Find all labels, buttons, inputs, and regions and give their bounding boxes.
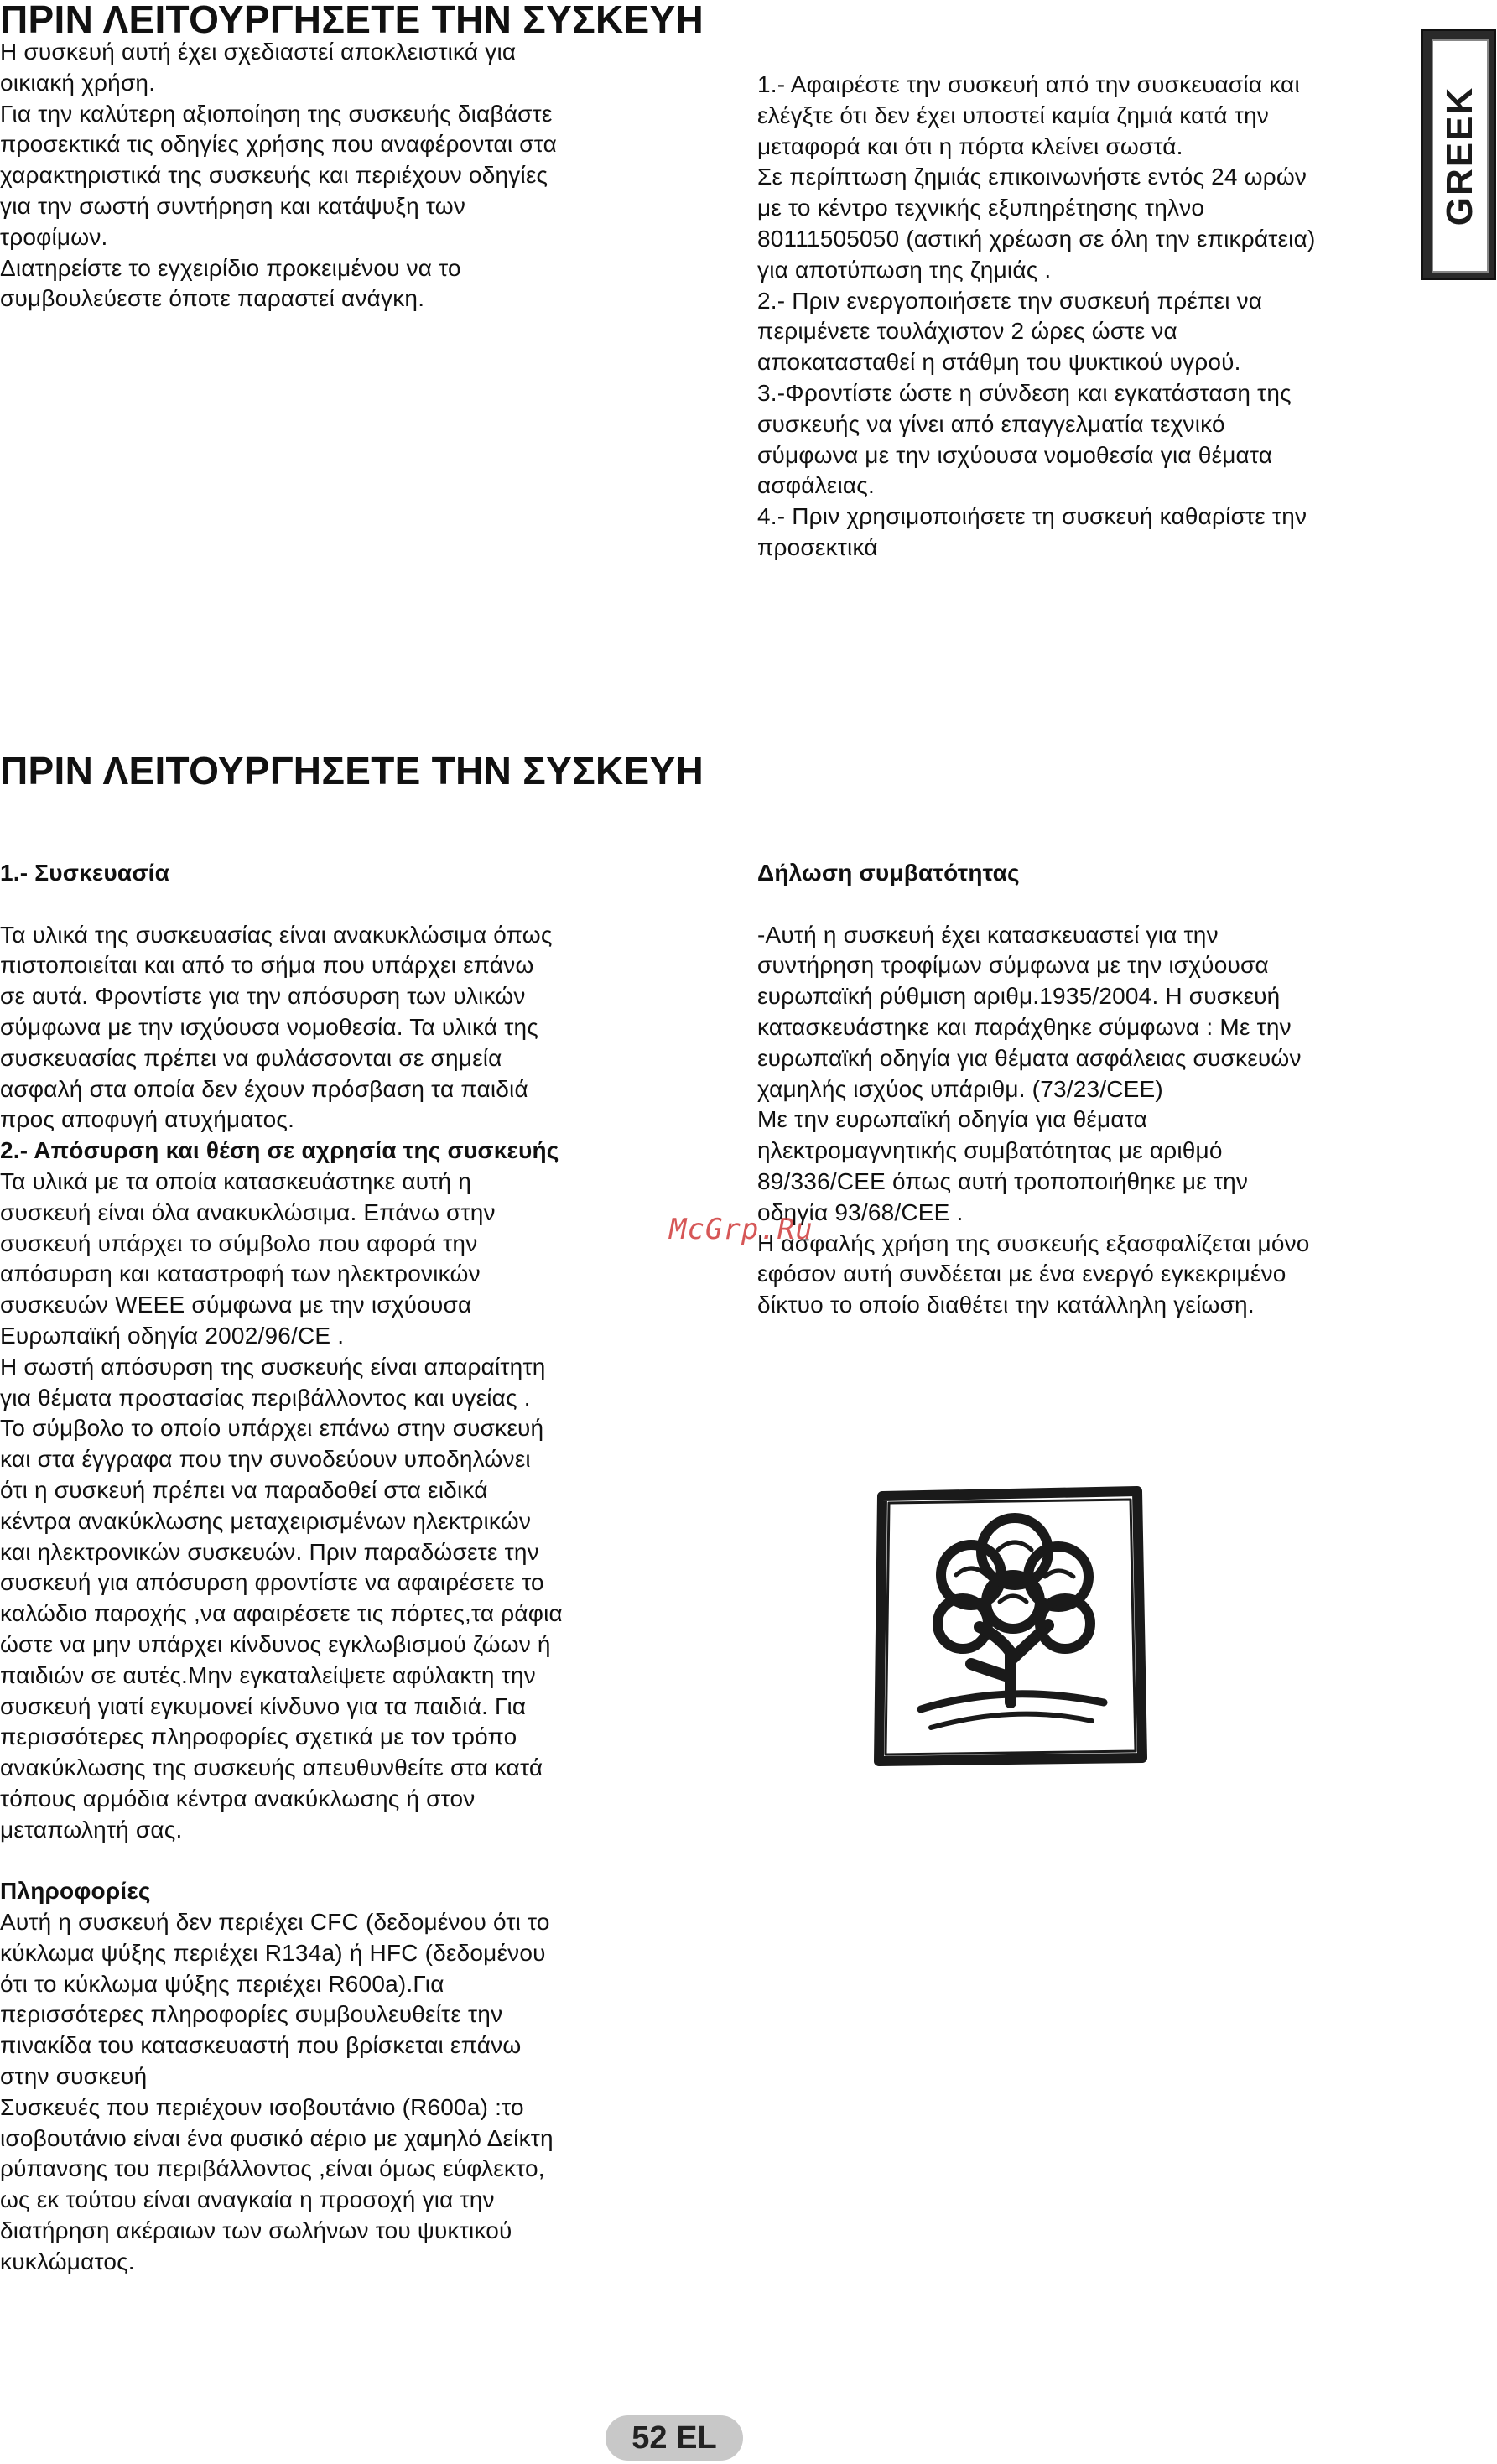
spacer xyxy=(0,1846,563,1877)
conformity-line: 89/336/CEE όπως αυτή τροποποιήθηκε με την xyxy=(757,1167,1249,1194)
disposal-line: καλώδιο παροχής ,να αφαιρέσετε τις πόρτες,τα ράφια xyxy=(0,1600,563,1627)
step-line: αποκατασταθεί η στάθμη του ψυκτικού υγρού. xyxy=(757,349,1241,376)
disposal-line: Η σωστή απόσυρση της συσκευής είναι απαραίτητη xyxy=(0,1353,546,1380)
step-line: σύμφωνα με την ισχύουσα νομοθεσία για θέματα xyxy=(757,441,1273,468)
left-column xyxy=(0,858,563,2278)
conformity-line: συντήρηση τροφίμων σύμφωνα με την ισχύουσα xyxy=(757,952,1269,979)
conformity-line: δίκτυο το οποίο διαθέτει την κατάλληλη γείωση. xyxy=(757,1292,1255,1318)
disposal-line: μεταπωλητή σας. xyxy=(0,1816,183,1843)
spacer xyxy=(757,889,1310,920)
packaging-line: σε αυτά. Φροντίστε για την απόσυρση των υλικών xyxy=(0,983,526,1010)
spacer xyxy=(0,889,563,920)
disposal-line: Το σύμβολο το οποίο υπάρχει επάνω στην συσκευή xyxy=(0,1415,544,1442)
section-title: ΠΡΙΝ ΛΕΙΤΟΥΡΓΗΣΕΤΕ ΤΗΝ ΣΥΣΚΕΥΗ xyxy=(0,749,704,793)
disposal-line: συσκευή για απόσυρση φροντίστε να αφαιρέσετε το xyxy=(0,1569,544,1596)
info-title: Πληροφορίες xyxy=(0,1878,151,1905)
info-line: περισσότερες πληροφορίες συμβουλευθείτε την xyxy=(0,2001,503,2028)
info-line: ότι το κύκλωμα ψύξης περιέχει R600a).Για xyxy=(0,1970,444,1997)
packaging-line: Τα υλικά της συσκευασίας είναι ανακυκλώσιμα όπως xyxy=(0,921,553,948)
conformity-line: Η ασφαλής χρήση της συσκευής εξασφαλίζεται μόνο xyxy=(757,1229,1310,1256)
packaging-line: πιστοποιείται και από το σήμα που υπάρχει επάνω xyxy=(0,952,534,979)
intro-line: Διατηρείστε το εγχειρίδιο προκειμένου να το xyxy=(0,254,461,281)
info-line: στην συσκευή xyxy=(0,2063,148,2090)
packaging-line: σύμφωνα με την ισχύουσα νομοθεσία. Τα υλικά της xyxy=(0,1013,538,1040)
conformity-line: χαμηλής ισχύος υπάριθμ. (73/23/CEE) xyxy=(757,1075,1163,1102)
step-line: συσκευής να γίνει από επαγγελματία τεχνικό xyxy=(757,410,1225,437)
disposal-line: συσκευών WEEE σύμφωνα με την ισχύουσα xyxy=(0,1292,472,1318)
steps-text xyxy=(757,70,1316,564)
intro-text xyxy=(0,37,557,314)
step-line: 1.- Αφαιρέστε την συσκευή από την συσκευασία και xyxy=(757,71,1300,97)
intro-line: οικιακή χρήση. xyxy=(0,69,156,96)
step-line: ελέγξτε ότι δεν έχει υποστεί καμία ζημιά κατά την xyxy=(757,101,1270,128)
conformity-line: ευρωπαϊκή οδηγία για θέματα ασφάλειας συσκευών xyxy=(757,1044,1302,1071)
disposal-line: συσκευή γιατί εγκυμονεί κίνδυνο για τα παιδιά. Για xyxy=(0,1692,527,1719)
intro-line: χαρακτηριστικά της συσκευής και περιέχουν οδηγίες xyxy=(0,162,548,189)
step-line: 4.- Πριν χρησιμοποιήσετε τη συσκευή καθαρίστε την xyxy=(757,503,1307,530)
packaging-line: συσκευασίας πρέπει να φυλάσσονται σε σημεία xyxy=(0,1044,502,1071)
info-line: Συσκευές που περιέχουν ισοβουτάνιο (R600a) :το xyxy=(0,2093,524,2120)
conformity-line: οδηγία 93/68/CEE . xyxy=(757,1198,964,1225)
disposal-line: περισσότερες πληροφορίες σχετικά με τον τρόπο xyxy=(0,1723,517,1750)
disposal-line: συσκευή είναι όλα ανακυκλώσιμα. Επάνω στην xyxy=(0,1198,496,1225)
step-line: 80111505050 (αστική χρέωση σε όλη την επικράτεια) xyxy=(757,225,1316,252)
conformity-line: κατασκευάστηκε και παράχθηκε σύμφωνα : Με την xyxy=(757,1013,1292,1040)
disposal-line: ώστε να μην υπάρχει κίνδυνος εγκλωβισμού ζώων ή xyxy=(0,1630,551,1657)
page-number: 52 EL xyxy=(606,2415,743,2461)
info-line: ρύπανσης του περιβάλλοντος ,είναι όμως εύφλεκτο, xyxy=(0,2155,545,2182)
page-title: ΠΡΙΝ ΛΕΙΤΟΥΡΓΗΣΕΤΕ ΤΗΝ ΣΥΣΚΕΥΗ xyxy=(0,0,704,41)
disposal-line: για θέματα προστασίας περιβάλλοντος και υγείας . xyxy=(0,1384,531,1411)
intro-line: συμβουλεύεστε όποτε παραστεί ανάγκη. xyxy=(0,285,425,312)
disposal-line: παιδιών σε αυτές.Μην εγκαταλείψετε αφύλακτη την xyxy=(0,1661,536,1688)
disposal-line: ανακύκλωσης της συσκευής απευθυνθείτε στα κατά xyxy=(0,1754,543,1781)
intro-line: προσεκτικά τις οδηγίες χρήσης που αναφέρονται στα xyxy=(0,131,557,158)
step-line: με το κέντρο τεχνικής εξυπηρέτησης τηλνο xyxy=(757,195,1205,221)
disposal-line: συσκευή υπάρχει το σύμβολο που αφορά την xyxy=(0,1229,478,1256)
step-line: για αποτύπωση της ζημιάς . xyxy=(757,256,1052,283)
info-line: κύκλωμα ψύξης περιέχει R134a) ή HFC (δεδομένου xyxy=(0,1939,546,1966)
disposal-line: και στα έγγραφα που την συνοδεύουν υποδηλώνει xyxy=(0,1446,531,1473)
step-line: 3.-Φροντίστε ώστε η σύνδεση και εγκατάσταση της xyxy=(757,379,1292,406)
conformity-line: ευρωπαϊκή ρύθμιση αριθμ.1935/2004. Η συσκευή xyxy=(757,983,1281,1010)
disposal-line: Ευρωπαϊκή οδηγία 2002/96/CE . xyxy=(0,1322,345,1349)
packaging-line: ασφαλή στα οποία δεν έχουν πρόσβαση τα παιδιά xyxy=(0,1075,528,1102)
conformity-line: εφόσον αυτή συνδέεται με ένα ενεργό εγκεκριμένο xyxy=(757,1261,1286,1287)
watermark: McGrp.Ru xyxy=(669,1213,813,1246)
packaging-line: προς αποφυγή ατυχήματος. xyxy=(0,1106,295,1133)
info-line: ως εκ τούτου είναι αναγκαία η προσοχή για την xyxy=(0,2186,495,2213)
right-column xyxy=(757,858,1310,1321)
step-line: ασφάλειας. xyxy=(757,472,875,499)
intro-line: Η συσκευή αυτή έχει σχεδιαστεί αποκλειστικά για xyxy=(0,39,517,65)
info-line: πινακίδα του κατασκευαστή που βρίσκεται επάνω xyxy=(0,2032,522,2059)
conformity-line: ηλεκτρομαγνητικής συμβατότητας με αριθμό xyxy=(757,1137,1223,1164)
disposal-line: τόπους αρμόδια κέντρα ανακύκλωσης ή στον xyxy=(0,1785,476,1812)
step-line: Σε περίπτωση ζημιάς επικοινωνήστε εντός 24 ωρών xyxy=(757,164,1307,190)
disposal-line: απόσυρση και καταστροφή των ηλεκτρονικών xyxy=(0,1261,481,1287)
disposal-line: ότι η συσκευή πρέπει να παραδοθεί στα ειδικά xyxy=(0,1476,488,1503)
step-line: μεταφορά και ότι η πόρτα κλείνει σωστά. xyxy=(757,133,1183,159)
language-tab xyxy=(1421,29,1496,280)
recycling-tree-icon xyxy=(872,1484,1149,1770)
info-line: κυκλώματος. xyxy=(0,2248,135,2274)
intro-line: Για την καλύτερη αξιοποίηση της συσκευής διαβάστε xyxy=(0,100,553,127)
disposal-title: 2.- Απόσυρση και θέση σε αχρησία της συσκευής xyxy=(0,1137,559,1164)
step-line: περιμένετε τουλάχιστον 2 ώρες ώστε να xyxy=(757,318,1177,345)
disposal-line: κέντρα ανακύκλωσης μεταχειρισμένων ηλεκτρικών xyxy=(0,1507,532,1534)
packaging-title: 1.- Συσκευασία xyxy=(0,860,170,886)
conformity-line: Με την ευρωπαϊκή οδηγία για θέματα xyxy=(757,1106,1147,1133)
language-tab-label: GREEK xyxy=(1439,86,1480,226)
intro-line: για την σωστή συντήρηση και κατάψυξη των xyxy=(0,192,466,219)
info-line: διατήρηση ακέραιων των σωλήνων του ψυκτικού xyxy=(0,2217,512,2244)
disposal-line: και ηλεκτρονικών συσκευών. Πριν παραδώσετε την xyxy=(0,1538,539,1565)
step-line: 2.- Πριν ενεργοποιήσετε την συσκευή πρέπει να xyxy=(757,287,1263,314)
info-line: Αυτή η συσκευή δεν περιέχει CFC (δεδομένου ότι το xyxy=(0,1909,550,1936)
info-line: ισοβουτάνιο είναι ένα φυσικό αέριο με χαμηλό Δείκτη xyxy=(0,2124,554,2151)
conformity-title: Δήλωση συμβατότητας xyxy=(757,860,1020,886)
disposal-line: Τα υλικά με τα οποία κατασκευάστηκε αυτή η xyxy=(0,1167,472,1194)
conformity-line: -Αυτή η συσκευή έχει κατασκευαστεί για την xyxy=(757,921,1219,948)
step-line: προσεκτικά xyxy=(757,533,878,560)
intro-line: τροφίμων. xyxy=(0,223,108,250)
